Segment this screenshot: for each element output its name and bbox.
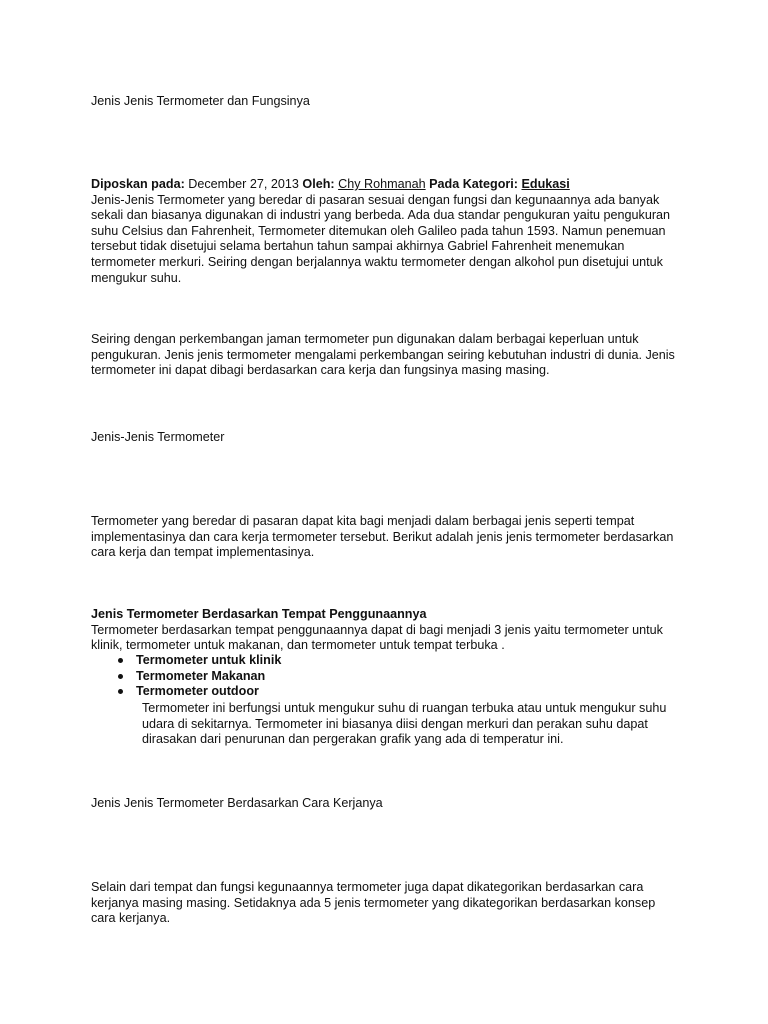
paragraph-line: cara kerjanya. [91, 911, 171, 926]
paragraph-line: implementasinya dan cara kerja termometer tersebut. Berikut adalah jenis jenis termometer berdasarkan [91, 529, 674, 544]
thermometer-type-list [116, 653, 281, 700]
paragraph-development [91, 332, 691, 379]
intro-line: suhu Celsius dan Fahrenheit, Termometer ditemukan oleh Galileo pada tahun 1593. Namun penemuan [91, 223, 666, 238]
paragraph-classification [91, 514, 691, 561]
section-heading: Jenis Termometer Berdasarkan Tempat Penggunaannya [91, 607, 427, 621]
paragraph-line: pengukuran. Jenis jenis termometer mengalami perkembangan seiring kebutuhan industri di dunia. Jenis [91, 347, 675, 362]
section-line: klinik, termometer untuk makanan, dan termometer untuk tempat terbuka . [91, 638, 505, 653]
category-label: Pada Kategori: [429, 177, 518, 191]
list-item: Termometer untuk klinik [116, 653, 281, 669]
paragraph-line: Seiring dengan perkembangan jaman termometer pun digunakan dalam berbagai keperluan untuk [91, 332, 639, 346]
heading-cara-kerja: Jenis Jenis Termometer Berdasarkan Cara Kerjanya [91, 796, 383, 810]
bullet-icon [118, 689, 123, 694]
paragraph-line: kerjanya masing masing. Setidaknya ada 5 jenis termometer yang dikategorikan berdasarkan konsep [91, 895, 656, 910]
paragraph-line: termometer ini dapat dibagi berdasarkan cara kerja dan fungsinya masing masing. [91, 363, 550, 378]
paragraph-line: Selain dari tempat dan fungsi kegunaannya termometer juga dapat dikategorikan berdasarkan cara [91, 880, 644, 894]
intro-line: tersebut tidak disetujui selama bertahun tahun sampai akhirnya Gabriel Fahrenheit menemukan [91, 239, 625, 254]
document-title: Jenis Jenis Termometer dan Fungsinya [91, 94, 310, 108]
list-item: Termometer outdoor [116, 684, 281, 700]
post-meta-line [91, 177, 691, 193]
outdoor-description [142, 701, 702, 748]
bullet-icon [118, 658, 123, 663]
posted-date: December 27, 2013 [188, 177, 299, 191]
intro-line: sekali dan biasanya digunakan di industri yang berbeda. Ada dua standar pengukuran yaitu pengukuran [91, 208, 671, 223]
intro-line: mengukur suhu. [91, 270, 182, 285]
category-link[interactable]: Edukasi [521, 177, 570, 191]
list-item: Termometer Makanan [116, 669, 281, 685]
paragraph-line: udara di sekitarnya. Termometer ini biasanya diisi dengan merkuri dan perakan suhu dapat [142, 716, 648, 731]
paragraph-cara-kerja [91, 880, 691, 927]
author-link[interactable]: Chy Rohmanah [338, 177, 426, 191]
section-line: Termometer berdasarkan tempat penggunaannya dapat di bagi menjadi 3 jenis yaitu termometer untuk [91, 622, 663, 637]
intro-line: termometer merkuri. Seiring dengan berjalannya waktu termometer dengan alkohol pun disetujui untuk [91, 254, 663, 269]
post-meta [91, 177, 691, 286]
posted-label: Diposkan pada: [91, 177, 185, 191]
paragraph-line: Termometer yang beredar di pasaran dapat kita bagi menjadi dalam berbagai jenis seperti tempat [91, 514, 635, 528]
section-tempat-penggunaan [91, 607, 691, 654]
paragraph-line: Termometer ini berfungsi untuk mengukur suhu di ruangan terbuka atau untuk mengukur suhu [142, 701, 667, 715]
bullet-icon [118, 674, 123, 679]
heading-jenis-termometer: Jenis-Jenis Termometer [91, 430, 225, 444]
author-label: Oleh: [302, 177, 335, 191]
paragraph-line: dirasakan dari penurunan dan pergerakan grafik yang ada di temperatur ini. [142, 732, 564, 747]
intro-line: Jenis-Jenis Termometer yang beredar di pasaran sesuai dengan fungsi dan kegunaannya ada banyak [91, 192, 660, 207]
paragraph-line: cara kerja dan tempat implementasinya. [91, 545, 315, 560]
